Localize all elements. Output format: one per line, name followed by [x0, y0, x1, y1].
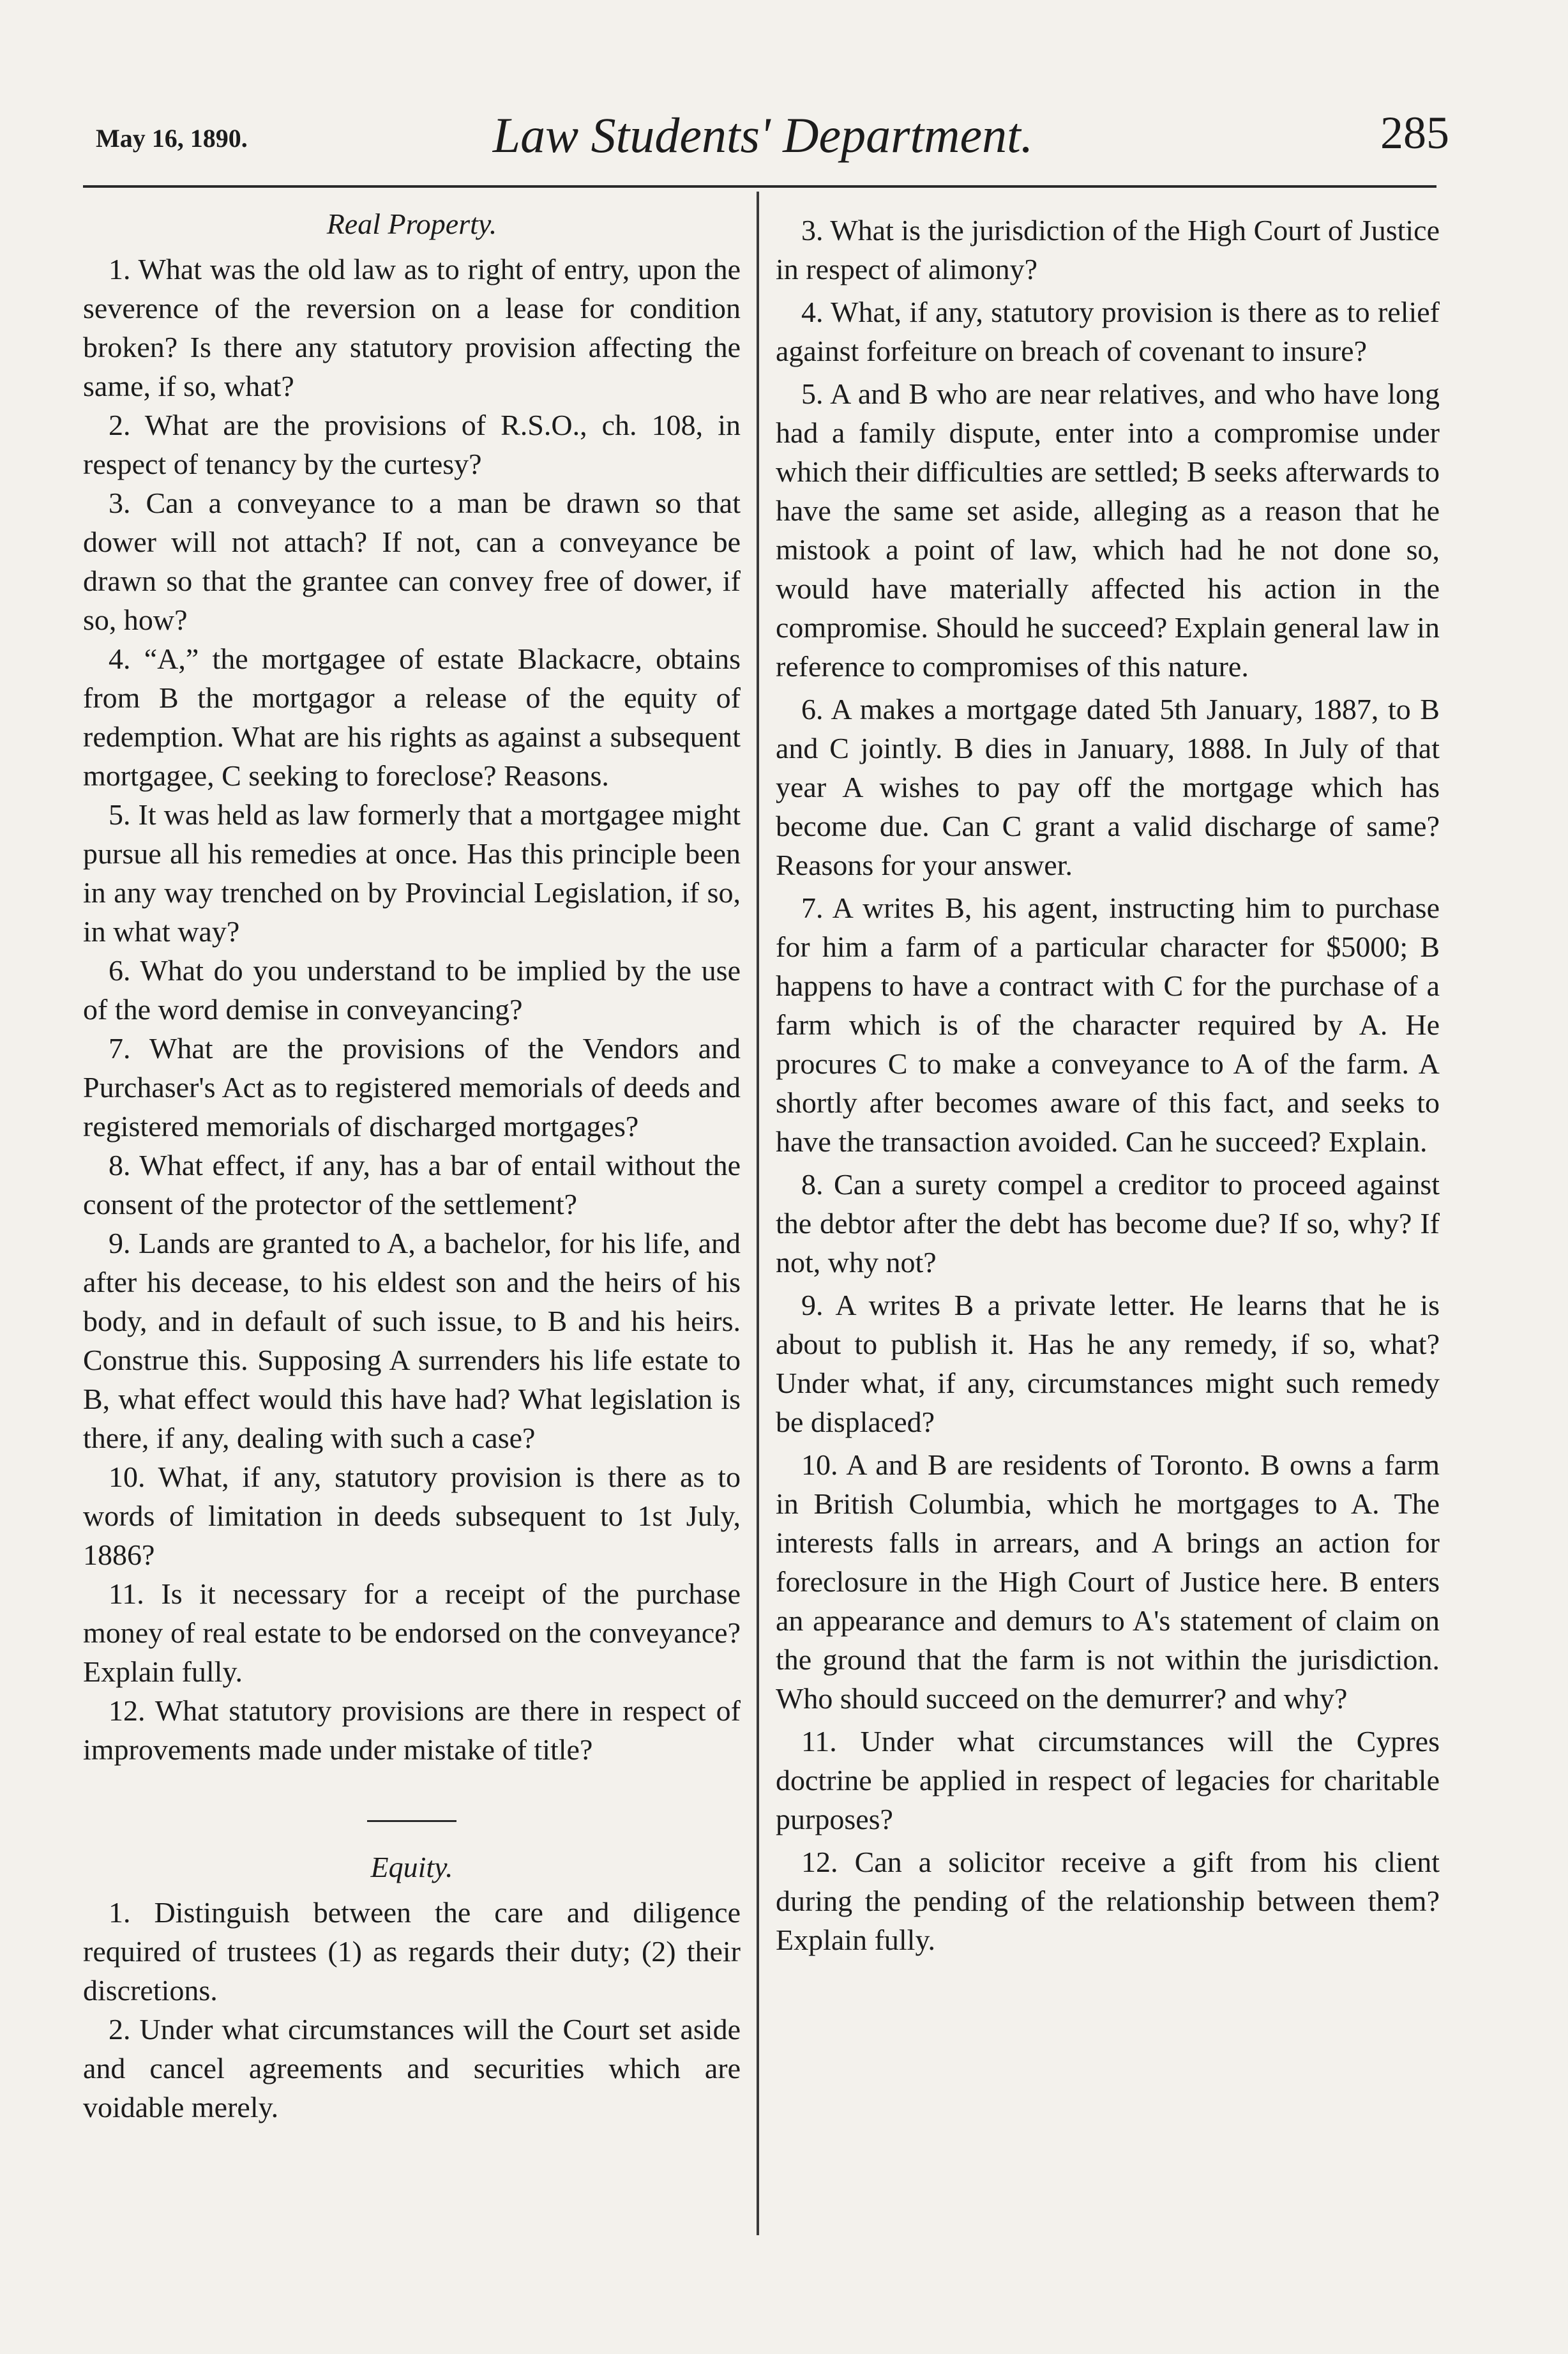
question: 12. Can a solicitor receive a gift from his client during the pending of the relationship between them? Explain fully. — [776, 1846, 1440, 1956]
question: 4. What, if any, statutory provision is there as to relief against forfeiture on breach of covenant to insure? — [776, 296, 1440, 367]
question: 7. What are the provisions of the Vendors and Purchaser's Act as to registered memorials of deeds and registered memorials of discharged mortgages? — [83, 1032, 741, 1143]
question: 5. A and B who are near relatives, and who have long had a family dispute, enter into a compromise under which their difficulties are settled; B seeks afterwards to have the same set aside, alleging as a reason that he mistook a point of law, which had he not done so, would have materially affected his action in the compromise. Should he succeed? Explain general law in reference to compromises of this nature. — [776, 377, 1440, 683]
page-header — [77, 107, 1449, 182]
question: 8. Can a surety compel a creditor to proceed against the debtor after the debt has become due? If so, why? If not, why not? — [776, 1168, 1440, 1279]
question: 1. Distinguish between the care and diligence required of trustees (1) as regards their duty; (2) their discretions. — [83, 1896, 741, 2007]
question: 11. Is it necessary for a receipt of the purchase money of real estate to be endorsed on the conveyance? Explain fully. — [83, 1577, 741, 1688]
question: 6. A makes a mortgage dated 5th January, 1887, to B and C jointly. B dies in January, 1888. In July of that year A wishes to pay off the mortgage which has become due. Can C grant a valid discharge of same? Reasons for your answer. — [776, 693, 1440, 881]
question: 9. Lands are granted to A, a bachelor, for his life, and after his decease, to his eldest son and the heirs of his body, and in default of such issue, to B and his heirs. Construe this. Supposing A surrenders his life estate to B, what effect would this have had? What legislation is there, if any, dealing with such a case? — [83, 1227, 741, 1454]
running-title: Law Students' Department. — [492, 107, 1034, 163]
question: 3. What is the jurisdiction of the High Court of Justice in respect of alimony? — [776, 214, 1440, 285]
column-divider — [757, 192, 759, 2235]
question: 12. What statutory provisions are there in respect of improvements made under mistake of title? — [83, 1694, 741, 1766]
question: 3. Can a conveyance to a man be drawn so that dower will not attach? If not, can a conveyance be drawn so that the grantee can convey free of dower, if so, how? — [83, 487, 741, 636]
question: 2. Under what circumstances will the Court set aside and cancel agreements and securities which are voidable merely. — [83, 2013, 741, 2123]
question: 10. A and B are residents of Toronto. B owns a farm in British Columbia, which he mortgages to A. The interests falls in arrears, and A brings an action for foreclosure in the High Court of Justice here. B enters an appearance and demurs to A's statement of claim on the ground that the farm is not within the jurisdiction. Who should succeed on the demurrer? and why? — [776, 1448, 1440, 1715]
question: 6. What do you understand to be implied by the use of the word demise in conveyancing? — [83, 954, 741, 1026]
question: 11. Under what circumstances will the Cypres doctrine be applied in respect of legacies for charitable purposes? — [776, 1725, 1440, 1835]
question: 8. What effect, if any, has a bar of entail without the consent of the protector of the settlement? — [83, 1149, 741, 1220]
right-column — [776, 211, 1440, 1963]
question: 10. What, if any, statutory provision is there as to words of limitation in deeds subsequent to 1st July, 1886? — [83, 1461, 741, 1571]
issue-date: May 16, 1890. — [96, 124, 248, 153]
question: 4. “A,” the mortgagee of estate Blackacre, obtains from B the mortgagor a release of the equity of redemption. What are his rights as against a subsequent mortgagee, C seeking to foreclose? Reasons. — [83, 642, 741, 792]
question: 1. What was the old law as to right of entry, upon the severence of the reversion on a lease for condition broken? Is there any statutory provision affecting the same, if so, what? — [83, 253, 741, 402]
section-rule — [367, 1820, 456, 1822]
header-rule — [83, 185, 1436, 188]
question: 5. It was held as law formerly that a mortgagee might pursue all his remedies at once. Has this principle been in any way trenched on by Provincial Legislation, if so, in what way? — [83, 798, 741, 948]
left-column — [83, 204, 741, 2127]
section-title-real-property: Real Property. — [326, 208, 497, 240]
page-number: 285 — [1380, 107, 1449, 158]
question: 9. A writes B a private letter. He learns that he is about to publish it. Has he any remedy, if so, what? Under what, if any, circumstances might such remedy be displaced? — [776, 1289, 1440, 1438]
section-title-equity: Equity. — [370, 1851, 453, 1883]
question: 7. A writes B, his agent, instructing him to purchase for him a farm of a particular character for $5000; B happens to have a contract with C for the purchase of a farm which is of the character required by A. He procures C to make a conveyance to A of the farm. A shortly after becomes aware of this fact, and seeks to have the transaction avoided. Can he succeed? Explain. — [776, 892, 1440, 1158]
question: 2. What are the provisions of R.S.O., ch. 108, in respect of tenancy by the curtesy? — [83, 409, 741, 480]
